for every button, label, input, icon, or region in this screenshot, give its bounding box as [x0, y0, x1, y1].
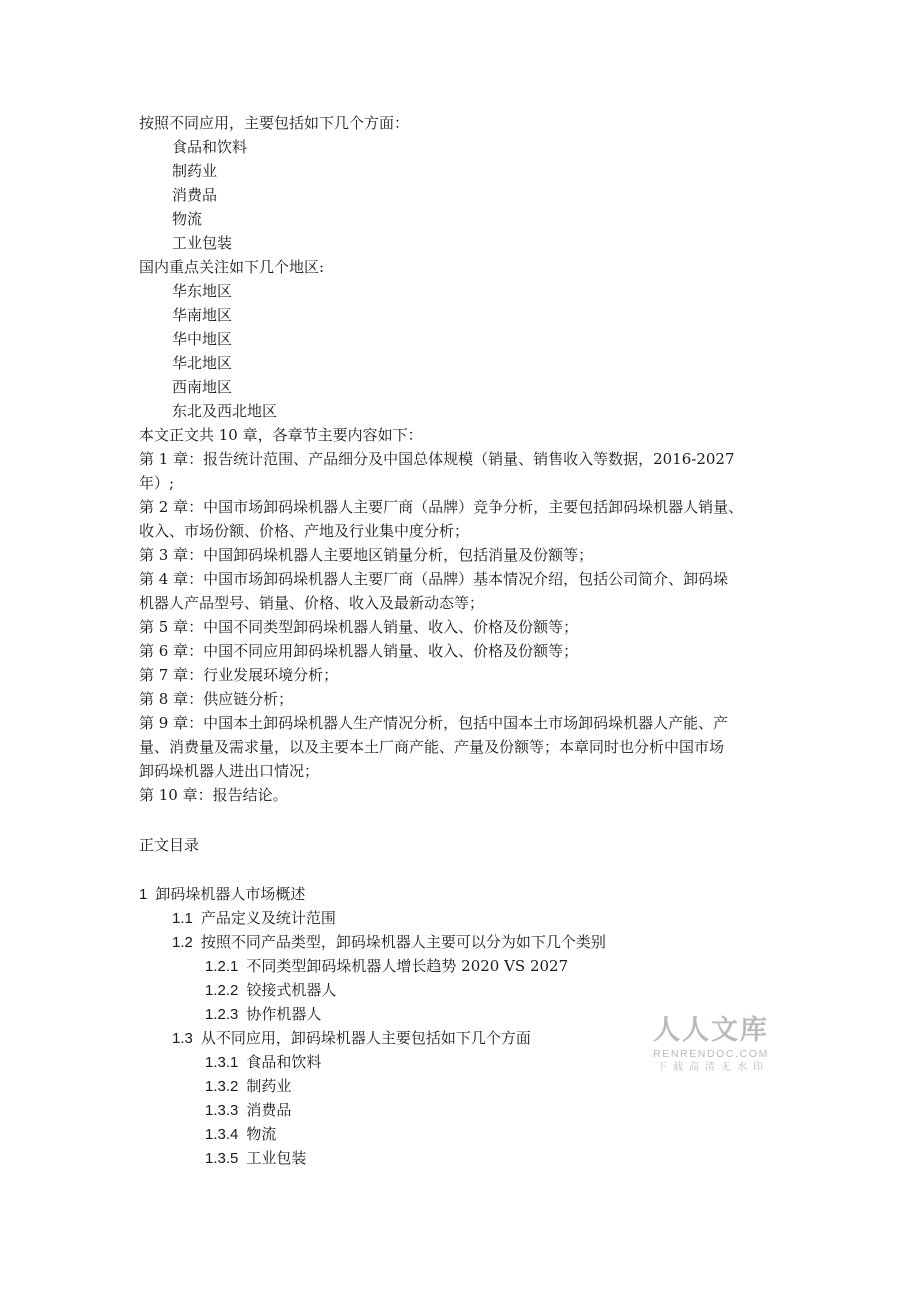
toc-entry-number: 1.2.2 [205, 982, 239, 999]
toc-entry[interactable] [205, 1098, 291, 1123]
toc-entry-number: 1.2.3 [205, 1006, 239, 1023]
toc-entry-text: 物流 [246, 1125, 277, 1143]
chapter-2-line-2: 收入、市场份额、价格、产地及行业集中度分析； [139, 522, 470, 540]
watermark-domain: RENRENDOC.COM [653, 1048, 769, 1060]
toc-entry[interactable] [205, 978, 336, 1003]
chapter-2-line-1: 第 2 章：中国市场卸码垛机器人主要厂商（品牌）竞争分析，主要包括卸码垛机器人销量、 [139, 498, 744, 516]
region-item: 东北及西北地区 [172, 402, 278, 420]
toc-entry-text: 制药业 [246, 1077, 292, 1095]
chapters-intro: 本文正文共 10 章，各章节主要内容如下： [139, 426, 423, 444]
toc-entry-number: 1.2 [172, 934, 193, 951]
toc-entry[interactable] [205, 1002, 321, 1027]
toc-entry-text: 产品定义及统计范围 [200, 909, 336, 927]
toc-entry-number: 1 [139, 886, 148, 903]
toc-entry-text: 不同类型卸码垛机器人增长趋势 2020 VS 2027 [246, 957, 569, 975]
toc-entry[interactable] [205, 1146, 306, 1171]
chapter-9-line-3: 卸码垛机器人进出口情况； [139, 762, 320, 780]
watermark-slogan: 下载高清无水印 [657, 1062, 769, 1073]
toc-entry-text: 从不同应用，卸码垛机器人主要包括如下几个方面 [200, 1029, 531, 1047]
toc-entry-text: 工业包装 [246, 1149, 307, 1167]
toc-entry[interactable] [172, 930, 606, 955]
toc-entry-number: 1.3.3 [205, 1102, 239, 1119]
toc-entry[interactable] [205, 1074, 291, 1099]
region-item: 华中地区 [172, 330, 233, 348]
toc-entry-number: 1.3 [172, 1030, 193, 1047]
toc-entry-number: 1.3.1 [205, 1054, 239, 1071]
watermark-title: 人人文库 [653, 1015, 769, 1046]
toc-entry[interactable] [172, 1026, 531, 1051]
toc-entry-text: 卸码垛机器人市场概述 [155, 885, 306, 903]
toc-title: 正文目录 [139, 836, 200, 854]
toc-entry[interactable] [139, 882, 305, 907]
chapter-4-line-2: 机器人产品型号、销量、价格、收入及最新动态等； [139, 594, 485, 612]
chapter-9-line-1: 第 9 章：中国本土卸码垛机器人生产情况分析，包括中国本土市场卸码垛机器人产能、产 [139, 714, 729, 732]
toc-entry-text: 消费品 [246, 1101, 292, 1119]
toc-entry[interactable] [205, 954, 568, 979]
toc-entry[interactable] [205, 1050, 321, 1075]
chapter-1-line-2: 年）; [139, 474, 175, 492]
application-item: 工业包装 [172, 234, 233, 252]
toc-entry-text: 协作机器人 [246, 1005, 322, 1023]
toc-entry-number: 1.1 [172, 910, 193, 927]
toc-entry-number: 1.2.1 [205, 958, 239, 975]
chapter-9-line-2: 量、消费量及需求量，以及主要本土厂商产能、产量及份额等；本章同时也分析中国市场 [139, 738, 725, 756]
application-item: 消费品 [172, 186, 218, 204]
chapter-8: 第 8 章：供应链分析； [139, 690, 294, 708]
chapter-1-line-1: 第 1 章：报告统计范围、产品细分及中国总体规模（销量、销售收入等数据，2016-2027 [139, 450, 735, 468]
chapter-3: 第 3 章：中国卸码垛机器人主要地区销量分析，包括消量及份额等； [139, 546, 594, 564]
watermark-logo [646, 1014, 776, 1075]
toc-entry[interactable] [172, 906, 336, 931]
toc-entry-text: 食品和饮料 [246, 1053, 322, 1071]
chapter-7: 第 7 章：行业发展环境分析； [139, 666, 339, 684]
toc-entry-text: 铰接式机器人 [246, 981, 337, 999]
toc-entry[interactable] [205, 1122, 276, 1147]
region-item: 华北地区 [172, 354, 233, 372]
applications-intro: 按照不同应用，主要包括如下几个方面： [139, 114, 410, 132]
region-item: 华东地区 [172, 282, 233, 300]
region-item: 西南地区 [172, 378, 233, 396]
toc-entry-number: 1.3.4 [205, 1126, 239, 1143]
application-item: 食品和饮料 [172, 138, 248, 156]
region-item: 华南地区 [172, 306, 233, 324]
toc-entry-number: 1.3.2 [205, 1078, 239, 1095]
toc-entry-number: 1.3.5 [205, 1150, 239, 1167]
chapter-4-line-1: 第 4 章：中国市场卸码垛机器人主要厂商（品牌）基本情况介绍，包括公司简介、卸码垛 [139, 570, 729, 588]
toc-entry-text: 按照不同产品类型，卸码垛机器人主要可以分为如下几个类别 [200, 933, 606, 951]
chapter-5: 第 5 章：中国不同类型卸码垛机器人销量、收入、价格及份额等； [139, 618, 579, 636]
chapter-6: 第 6 章：中国不同应用卸码垛机器人销量、收入、价格及份额等； [139, 642, 579, 660]
regions-intro: 国内重点关注如下几个地区: [139, 258, 325, 276]
chapter-10: 第 10 章：报告结论。 [139, 786, 288, 804]
application-item: 物流 [172, 210, 203, 228]
application-item: 制药业 [172, 162, 218, 180]
